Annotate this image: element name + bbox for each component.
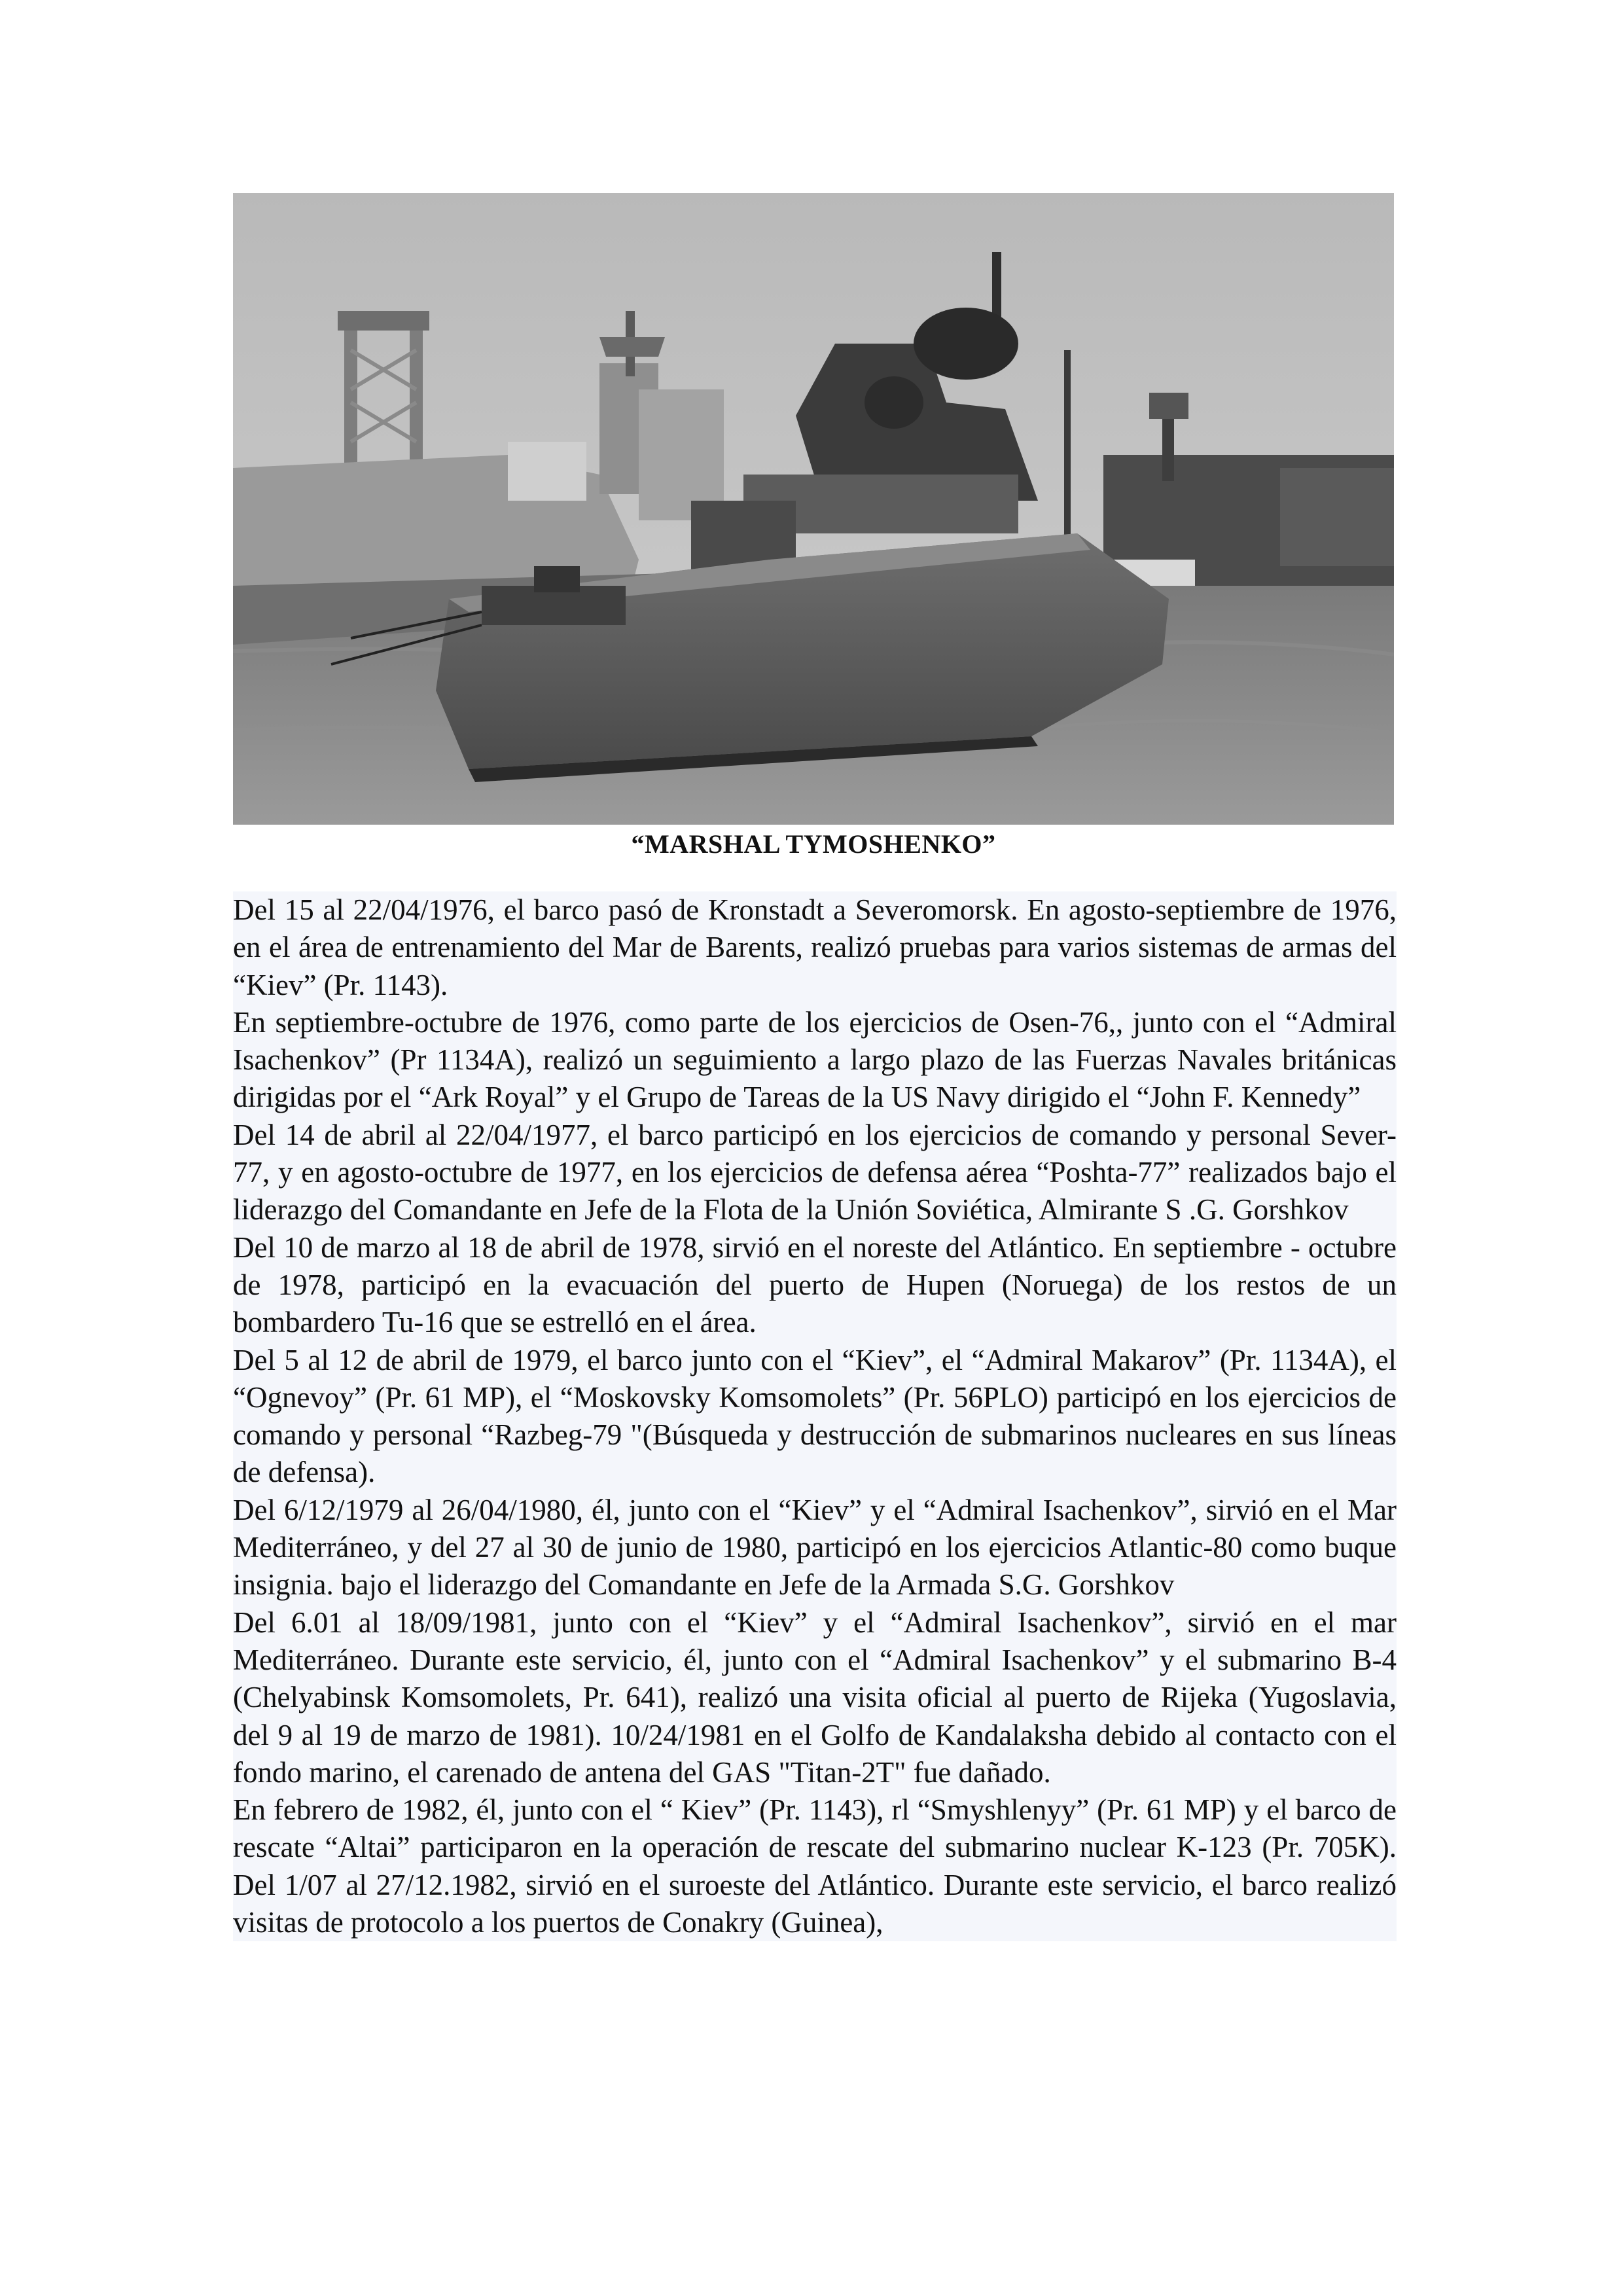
article-body xyxy=(233,891,1397,1941)
paragraph-1977-sever-77: Del 14 de abril al 22/04/1977, el barco participó en los ejercicios de comando y personal Sever-77, y en agosto-octubre de 1977, en los ejercicios de defensa aérea “Poshta-77” realizados bajo el liderazgo del Comandante en Jefe de la Flota de la Unión Soviética, Almirante S .G. Gorshkov xyxy=(233,1117,1397,1229)
paragraph-1979-1980-mediterranean: Del 6/12/1979 al 26/04/1980, él, junto con el “Kiev” y el “Admiral Isachenkov”, sirvió en el Mar Mediterráneo, y del 27 al 30 de junio de 1980, participó en los ejercicios Atlantic-80 como buque insignia. bajo el liderazgo del Comandante en Jefe de la Armada S.G. Gorshkov xyxy=(233,1492,1397,1604)
ship-photo xyxy=(233,193,1394,825)
paragraph-1981-mediterranean: Del 6.01 al 18/09/1981, junto con el “Kiev” y el “Admiral Isachenkov”, sirvió en el mar Mediterráneo. Durante este servicio, él, junto con el “Admiral Isachenkov” y el submarino B-4 (Chelyabinsk Komsomolets, Pr. 641), realizó una visita oficial al puerto de Rijeka (Yugoslavia, del 9 al 19 de marzo de 1981). 10/24/1981 en el Golfo de Kandalaksha debido al contacto con el fondo marino, el carenado de antena del GAS "Titan-2T" fue dañado. xyxy=(233,1604,1397,1791)
paragraph-1978-atlantic: Del 10 de marzo al 18 de abril de 1978, sirvió en el noreste del Atlántico. En septiembre - octubre de 1978, participó en la evacuación del puerto de Hupen (Noruega) de los restos de un bombardero Tu-16 que se estrelló en el área. xyxy=(233,1229,1397,1342)
photo-caption: “MARSHAL TYMOSHENKO” xyxy=(631,829,996,859)
paragraph-1979-razbeg-79: Del 5 al 12 de abril de 1979, el barco junto con el “Kiev”, el “Admiral Makarov” (Pr. 1134A), el “Ognevoy” (Pr. 61 MP), el “Moskovsky Komsomolets” (Pr. 56PLO) participó en los ejercicios de comando y personal “Razbeg-79 "(Búsqueda y destrucción de submarinos nucleares en sus líneas de defensa). xyxy=(233,1342,1397,1492)
paragraph-1982-rescue: En febrero de 1982, él, junto con el “ Kiev” (Pr. 1143), rl “Smyshlenyy” (Pr. 61 MP) y el barco de rescate “Altai” participaron en la operación de rescate del submarino nuclear K-123 (Pr. 705K). Del 1/07 al 27/12.1982, sirvió en el suroeste del Atlántico. Durante este servicio, el barco realizó visitas de protocolo a los puertos de Conakry (Guinea), xyxy=(233,1791,1397,1941)
paragraph-1976-kronstadt: Del 15 al 22/04/1976, el barco pasó de Kronstadt a Severomorsk. En agosto-septiembre de 1976, en el área de entrenamiento del Mar de Barents, realizó pruebas para varios sistemas de armas del “Kiev” (Pr. 1143). xyxy=(233,891,1397,1004)
paragraph-1976-osen-76: En septiembre-octubre de 1976, como parte de los ejercicios de Osen-76,, junto con el “Admiral Isachenkov” (Pr 1134A), realizó un seguimiento a largo plazo de las Fuerzas Navales británicas dirigidas por el “Ark Royal” y el Grupo de Tareas de la US Navy dirigido el “John F. Kennedy” xyxy=(233,1004,1397,1117)
